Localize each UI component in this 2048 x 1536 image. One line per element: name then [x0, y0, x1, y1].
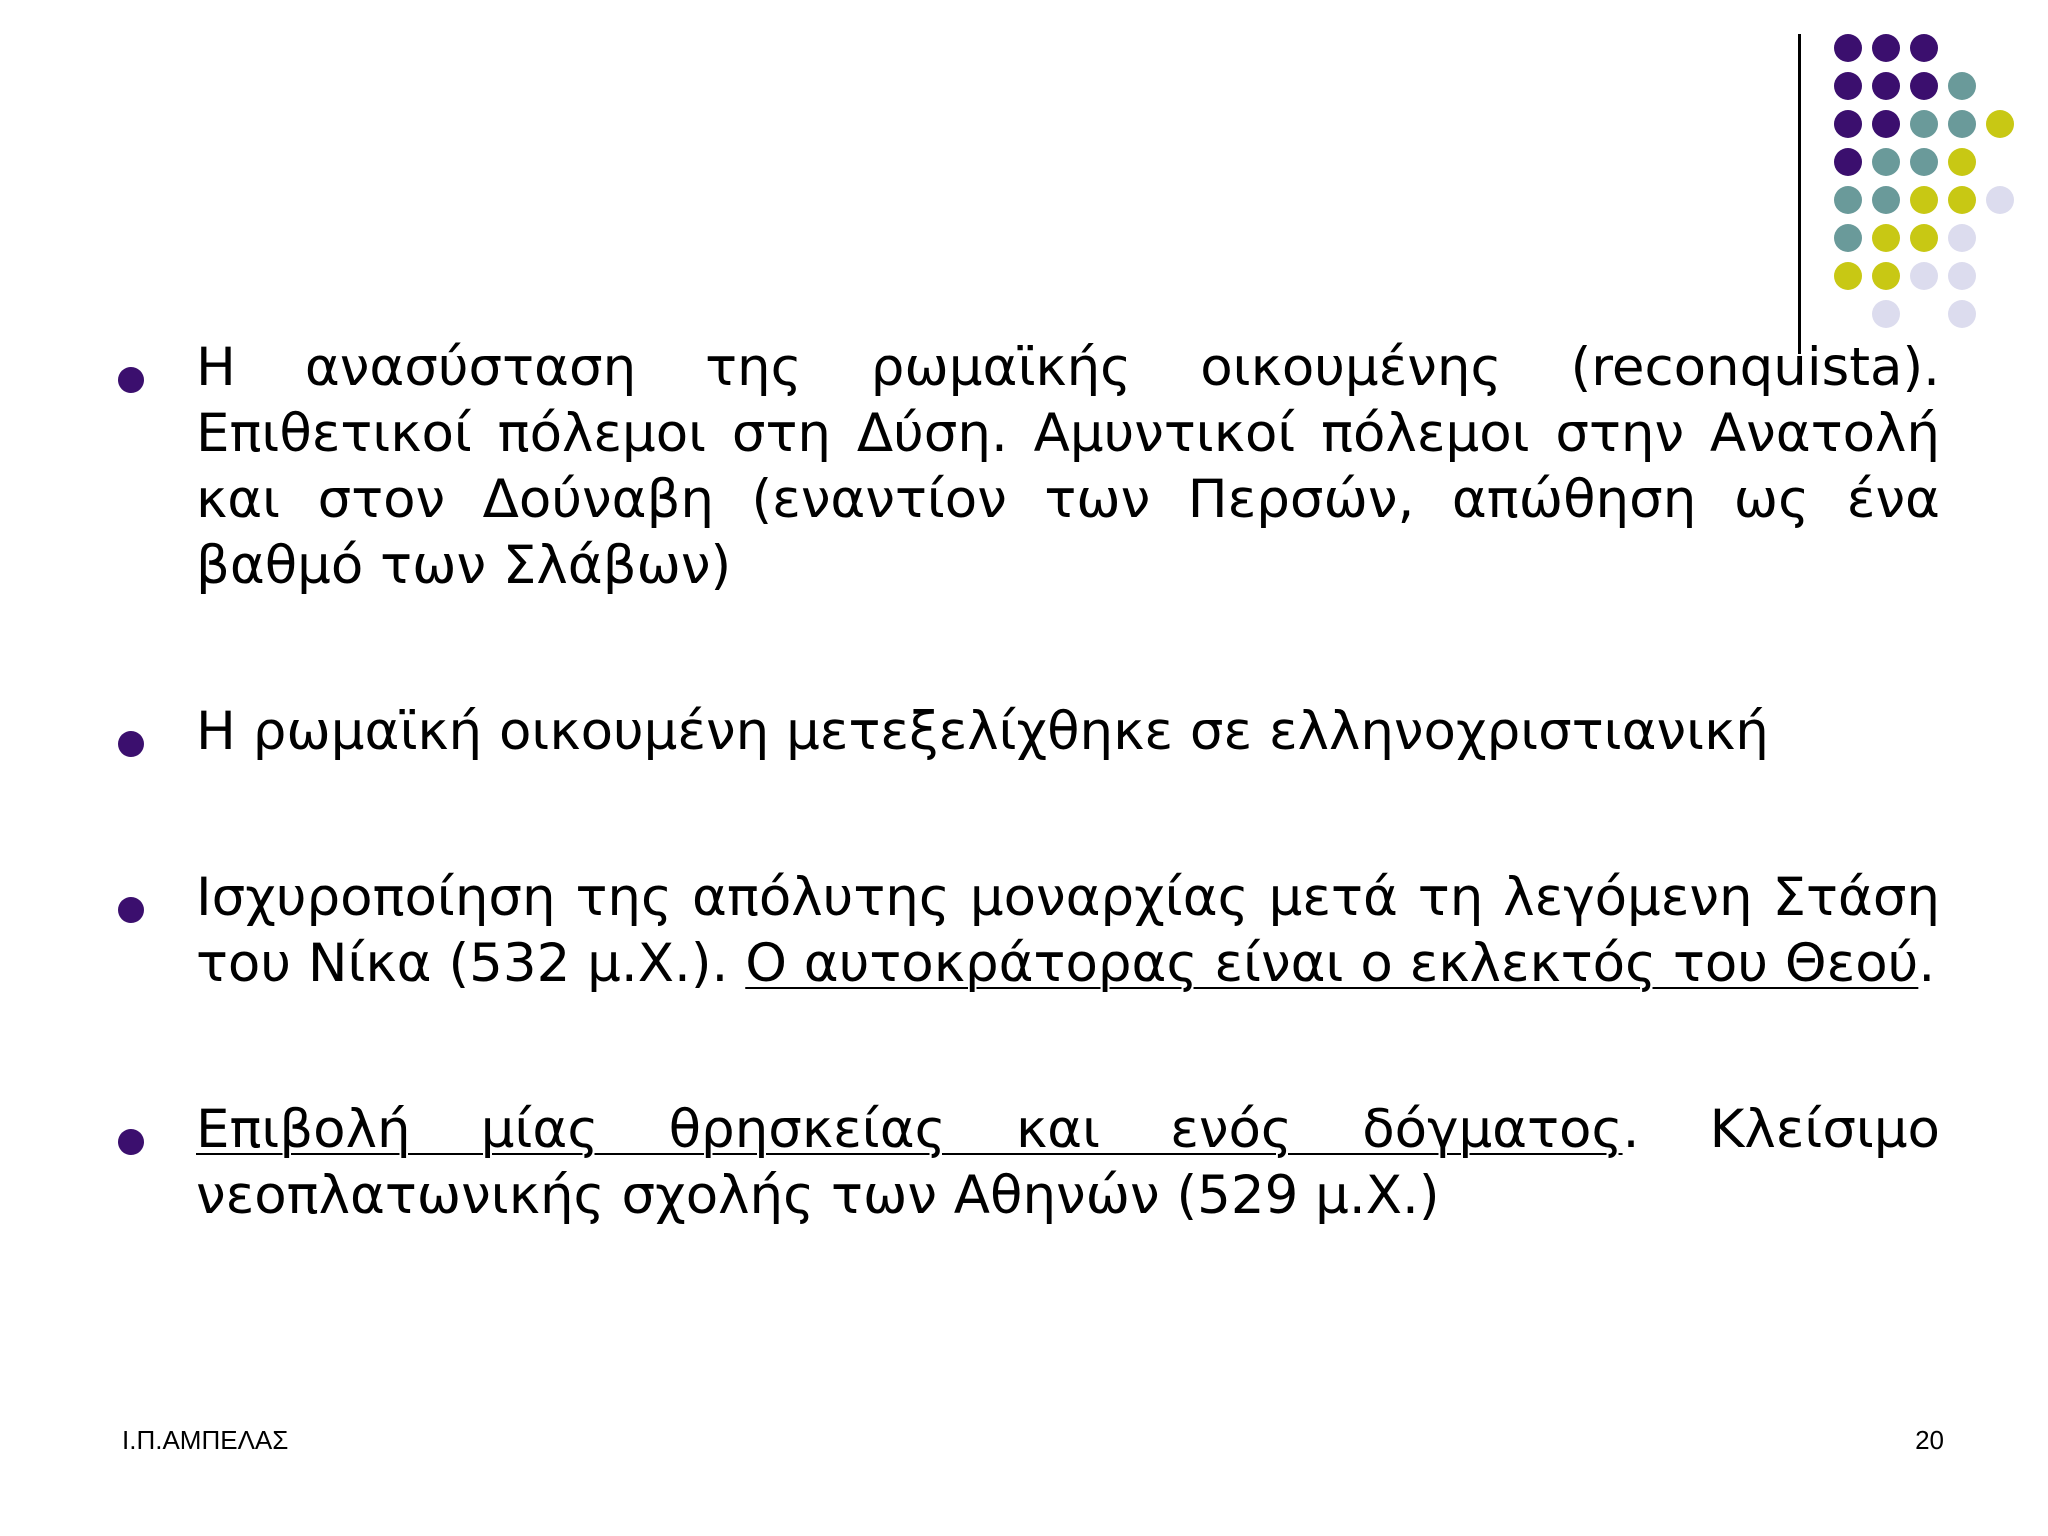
- bullet-list: [118, 335, 1940, 1329]
- decor-dot: [1872, 34, 1900, 62]
- decor-dot: [1872, 72, 1900, 100]
- bullet-text-part: Η ανασύσταση της ρωμαϊκής οικουμένης (reconquista). Επιθετικοί πόλεμοι στη Δύση. Αμυντικοί πόλεμοι στην Ανατολή και στον Δούναβη (εναντίον των Περσών, απώθηση ως ένα βαθμό των Σλάβων): [196, 337, 1940, 596]
- decor-dot: [1948, 148, 1976, 176]
- underlined-text: Ο αυτοκράτορας είναι ο εκλεκτός του Θεού: [745, 933, 1919, 994]
- bullet-text: [196, 699, 1940, 765]
- footer-page-number: 20: [1915, 1425, 1944, 1455]
- vertical-divider-line: [1798, 34, 1801, 354]
- decor-dot: [1948, 300, 1976, 328]
- bullet-text-part: Ισχυροποίηση της απόλυτης μοναρχίας μετά τη λεγόμενη Στάση του Νίκα (532 μ.Χ.).: [196, 867, 1940, 994]
- decor-dot: [1834, 186, 1862, 214]
- bullet-item-monarchy: [118, 865, 1940, 997]
- bullet-dot-icon: [118, 367, 144, 393]
- decor-dot: [1834, 224, 1862, 252]
- bullet-text: [196, 865, 1940, 997]
- bullet-dot-icon: [118, 1129, 144, 1155]
- bullet-text-part: .: [1918, 933, 1936, 994]
- bullet-text-part: . Κλείσιμο νεοπλατωνικής σχολής των Αθηνών (529 μ.Χ.): [196, 1099, 1940, 1226]
- decor-dot: [1834, 72, 1862, 100]
- decor-dot: [1872, 262, 1900, 290]
- decor-dot: [1834, 34, 1862, 62]
- underlined-text: Επιβολή μίας θρησκείας και ενός δόγματος: [196, 1099, 1623, 1160]
- decor-dot: [1948, 186, 1976, 214]
- decor-dot: [1986, 110, 2014, 138]
- decor-dot: [1948, 72, 1976, 100]
- bullet-text-part: Η ρωμαϊκή οικουμένη μετεξελίχθηκε σε ελληνοχριστιανική: [196, 701, 1769, 762]
- decor-dot: [1910, 148, 1938, 176]
- decor-dot: [1872, 148, 1900, 176]
- decor-dot: [1834, 110, 1862, 138]
- bullet-text: [196, 335, 1940, 599]
- decor-dot: [1910, 186, 1938, 214]
- bullet-item-religion: [118, 1097, 1940, 1229]
- decor-dot: [1872, 186, 1900, 214]
- decor-dot: [1948, 110, 1976, 138]
- decor-dot: [1872, 300, 1900, 328]
- bullet-dot-icon: [118, 731, 144, 757]
- footer-author: Ι.Π.ΑΜΠΕΛΑΣ: [122, 1425, 289, 1455]
- decor-dot: [1910, 34, 1938, 62]
- bullet-item-hellenochristian: [118, 699, 1940, 765]
- bullet-text: [196, 1097, 1940, 1229]
- decor-dot: [1872, 224, 1900, 252]
- decor-dot: [1910, 262, 1938, 290]
- decor-dot: [1910, 72, 1938, 100]
- decor-dot: [1872, 110, 1900, 138]
- decor-dot: [1986, 186, 2014, 214]
- decor-dot: [1948, 262, 1976, 290]
- decor-dot: [1834, 262, 1862, 290]
- decor-dot: [1948, 224, 1976, 252]
- bullet-dot-icon: [118, 897, 144, 923]
- decor-dot: [1834, 148, 1862, 176]
- decor-dot: [1910, 110, 1938, 138]
- bullet-item-reconquista: [118, 335, 1940, 599]
- decor-dot: [1910, 224, 1938, 252]
